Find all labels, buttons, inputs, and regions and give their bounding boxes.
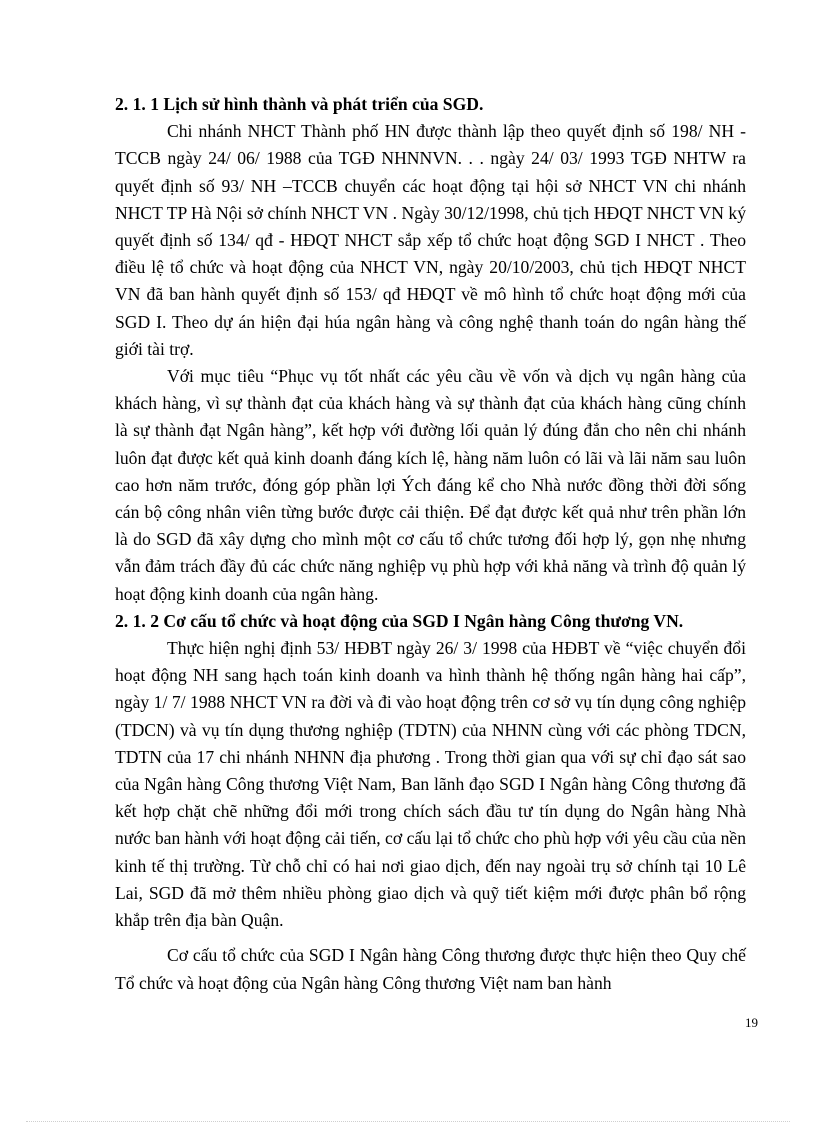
page-number: 19 <box>745 1015 758 1030</box>
paragraph-history-founding: Chi nhánh NHCT Thành phố HN được thành lập theo quyết định số 198/ NH - TCCB ngày 24/ 06/ 1988 của TGĐ NHNNVN. . . ngày 24/ 03/ 1993 TGĐ NHTW ra quyết định số 93/ NH –TCCB chuyển các hoạt động tại hội sở NHCT VN chi nhánh NHCT TP Hà Nội sở chính NHCT VN . Ngày 30/12/1998, chủ tịch HĐQT NHCT VN ký quyết định số 134/ qđ - HĐQT NHCT sắp xếp tổ chức hoạt động SGD I NHCT . Theo điều lệ tổ chức và hoạt động của NHCT VN, ngày 20/10/2003, chủ tịch HĐQT NHCT VN đã ban hành quyết định số 153/ qđ HĐQT về mô hình tổ chức hoạt động mới của SGD I. Theo dự án hiện đại húa ngân hàng và công nghệ thanh toán do ngân hàng thế giới tài trợ. <box>115 121 746 359</box>
paragraph-structure-regulation: Cơ cấu tổ chức của SGD I Ngân hàng Công thương được thực hiện theo Quy chế Tổ chức và hoạt động của Ngân hàng Công thương Việt nam ban hành <box>115 945 746 993</box>
page-content <box>115 91 746 997</box>
paragraph-history-goals: Với mục tiêu “Phục vụ tốt nhất các yêu cầu về vốn và dịch vụ ngân hàng của khách hàng, vì sự thành đạt của khách hàng và sự thành đạt của khách hàng cũng chính là sự thành đạt Ngân hàng”, kết hợp với đường lối quản lý đúng đắn cho nên chi nhánh luôn đạt được kết quả kinh doanh đáng kích lệ, hàng năm luôn có lãi và lãi năm sau luôn cao hơn năm trước, đóng góp phần lợi Ých đáng kể cho Nhà nước đồng thời đời sống cán bộ công nhân viên từng bước được cải thiện. Để đạt được kết quả như trên phần lớn là do SGD đã xây dựng cho mình một cơ cấu tổ chức tương đối hợp lý, gọn nhẹ nhưng vẫn đảm trách đầy đủ các chức năng nghiệp vụ phù hợp với khả năng và trình độ quản lý hoạt động kinh doanh của ngân hàng. <box>115 366 746 604</box>
paragraph-structure-decree: Thực hiện nghị định 53/ HĐBT ngày 26/ 3/ 1998 của HĐBT về “việc chuyển đổi hoạt động NH sang hạch toán kinh doanh va hình thành hệ thống ngân hàng hai cấp”, ngày 1/ 7/ 1988 NHCT VN ra đời và đi vào hoạt động trên cơ sở vụ tín dụng công nghiệp (TDCN) và vụ tín dụng thương nghiệp (TDTN) của NHNN cùng với các phòng TDCN, TDTN của 17 chi nhánh NHNN địa phương . Trong thời gian qua với sự chỉ đạo sát sao của Ngân hàng Công thương Việt Nam, Ban lãnh đạo SGD I Ngân hàng Công thương đã kết hợp chặt chẽ những đổi mới trong chích sách đầu tư tín dụng do Ngân hàng Nhà nước ban hành với hoạt động cải tiến, cơ cấu lại tổ chức cho phù hợp với yêu cầu của nền kinh tế thị trường. Từ chỗ chỉ có hai nơi giao dịch, đến nay ngoài trụ sở chính tại 10 Lê Lai, SGD đã mở thêm nhiều phòng giao dịch và quỹ tiết kiệm mới được phân bổ rộng khắp trên địa bàn Quận. <box>115 638 746 931</box>
section-heading-structure: 2. 1. 2 Cơ cấu tổ chức và hoạt động của SGD I Ngân hàng Công thương VN. <box>115 610 684 631</box>
page-bottom-divider <box>26 1121 790 1122</box>
section-heading-history: 2. 1. 1 Lịch sử hình thành và phát triển của SGD. <box>115 94 484 114</box>
